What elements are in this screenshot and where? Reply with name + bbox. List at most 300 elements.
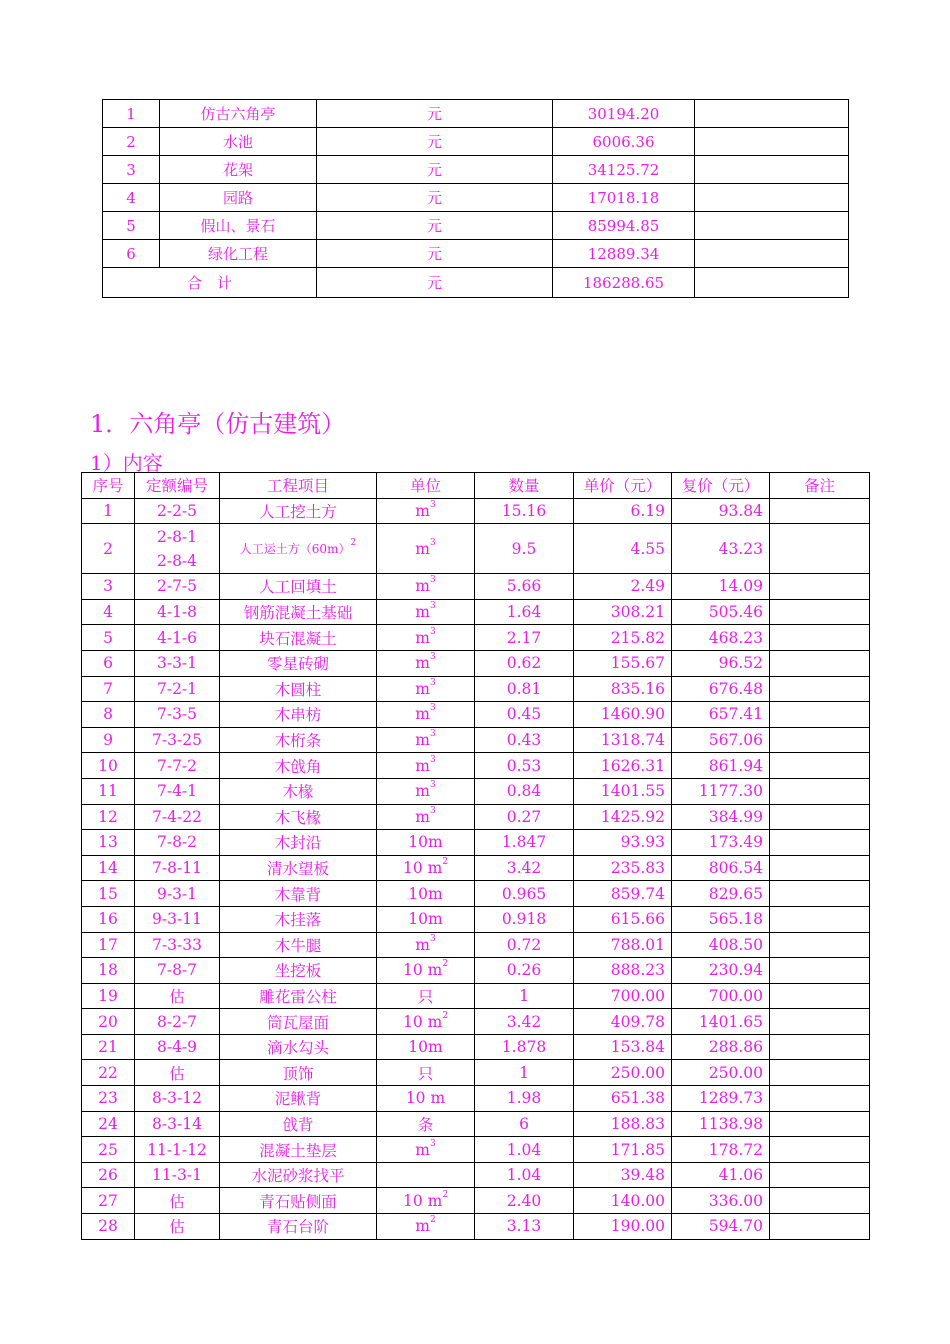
row-code: 估 [135,1060,220,1086]
summary-cell-unit: 元 [317,100,553,128]
row-total: 336.00 [672,1188,770,1214]
row-item: 滴水勾头 [220,1034,377,1060]
row-unit [377,1009,475,1035]
row-price: 1425.92 [574,804,672,830]
row-code: 4-1-6 [135,625,220,651]
row-price: 651.38 [574,1086,672,1112]
row-unit-text: 10m [408,833,443,852]
row-unit [377,1086,475,1112]
row-note [770,676,870,702]
summary-cell-note [695,156,849,184]
row-code: 4-1-8 [135,599,220,625]
row-no: 14 [82,855,135,881]
row-unit [377,753,475,779]
row-item: 泥鳅背 [220,1086,377,1112]
row-unit-text: m [415,679,430,698]
row-code-line: 2-8-4 [156,551,198,570]
row-unit-sup: 3 [429,626,436,637]
row-no: 22 [82,1060,135,1086]
summary-cell-unit: 元 [317,240,553,268]
row-total: 96.52 [672,650,770,676]
row-total: 43.23 [672,524,770,574]
row-total: 1138.98 [672,1111,770,1137]
table-row [82,855,870,881]
table-row [82,524,870,574]
row-unit-text: m [415,756,430,775]
table-row [82,1162,870,1188]
row-total: 829.65 [672,881,770,907]
row-item: 钢筋混凝土基础 [220,599,377,625]
row-total: 565.18 [672,906,770,932]
row-total: 1289.73 [672,1086,770,1112]
summary-cell-note [695,240,849,268]
row-note [770,524,870,574]
row-price: 171.85 [574,1137,672,1163]
row-item: 坐挖板 [220,958,377,984]
row-unit-sup: 2 [442,959,449,970]
row-code: 估 [135,1214,220,1240]
row-code: 3-3-1 [135,650,220,676]
row-price: 235.83 [574,855,672,881]
row-item: 雕花雷公柱 [220,983,377,1009]
detail-header-row [82,473,870,499]
table-row [82,727,870,753]
row-qty: 0.43 [475,727,574,753]
table-row [82,650,870,676]
row-total: 250.00 [672,1060,770,1086]
row-code: 9-3-11 [135,906,220,932]
row-unit-text: 条 [417,1115,434,1134]
row-code: 9-3-1 [135,881,220,907]
summary-cell-no: 3 [103,156,160,184]
row-note [770,778,870,804]
row-price: 1401.55 [574,778,672,804]
row-unit-sup: 3 [429,537,436,548]
row-note [770,983,870,1009]
row-code: 7-4-1 [135,778,220,804]
summary-cell-amount: 17018.18 [553,184,695,212]
row-no: 9 [82,727,135,753]
row-qty: 1.878 [475,1034,574,1060]
row-note [770,1162,870,1188]
row-code: 7-7-2 [135,753,220,779]
row-note [770,650,870,676]
row-total: 468.23 [672,625,770,651]
table-row [82,1188,870,1214]
row-no: 24 [82,1111,135,1137]
row-unit-sup: 3 [429,601,436,612]
row-total: 1401.65 [672,1009,770,1035]
row-no: 13 [82,830,135,856]
summary-cell-note [695,100,849,128]
row-note [770,906,870,932]
row-total: 230.94 [672,958,770,984]
summary-cell-item: 花架 [160,156,317,184]
row-unit-sup: 3 [429,780,436,791]
table-row [82,574,870,600]
summary-cell-item: 绿化工程 [160,240,317,268]
row-unit [377,524,475,574]
row-unit-text: m [415,628,430,647]
row-qty: 3.42 [475,1009,574,1035]
row-qty: 15.16 [475,498,574,524]
row-unit-text: m [415,1217,430,1236]
row-note [770,1034,870,1060]
row-price: 215.82 [574,625,672,651]
row-unit-text: m [415,807,430,826]
table-row [82,702,870,728]
row-total: 505.46 [672,599,770,625]
row-code: 7-8-11 [135,855,220,881]
section-title: 1．六角亭（仿古建筑） [90,410,346,438]
row-note [770,881,870,907]
row-price: 93.93 [574,830,672,856]
table-row [82,804,870,830]
row-note [770,574,870,600]
detail-header-cell: 备注 [770,473,870,499]
row-note [770,1137,870,1163]
detail-header-cell: 单位 [377,473,475,499]
detail-header-cell: 序号 [82,473,135,499]
summary-row [103,128,849,156]
row-code: 8-3-12 [135,1086,220,1112]
row-price: 250.00 [574,1060,672,1086]
row-price: 409.78 [574,1009,672,1035]
summary-total-label: 合 计 [103,268,317,298]
row-note [770,1111,870,1137]
row-qty: 1.847 [475,830,574,856]
row-unit-text: m [415,577,430,596]
row-unit-text: 10m [408,1038,443,1057]
row-qty: 0.72 [475,932,574,958]
row-qty: 1 [475,1060,574,1086]
row-no: 6 [82,650,135,676]
row-unit [377,498,475,524]
row-note [770,702,870,728]
summary-cell-item: 假山、景石 [160,212,317,240]
row-qty: 3.42 [475,855,574,881]
row-note [770,625,870,651]
row-total: 93.84 [672,498,770,524]
row-price: 859.74 [574,881,672,907]
row-no: 15 [82,881,135,907]
row-item: 人工挖土方 [220,498,377,524]
row-price: 700.00 [574,983,672,1009]
row-qty: 2.40 [475,1188,574,1214]
row-price: 788.01 [574,932,672,958]
row-code: 7-8-7 [135,958,220,984]
row-total: 1177.30 [672,778,770,804]
row-code: 7-2-1 [135,676,220,702]
row-unit-text: m [415,654,430,673]
row-qty: 0.27 [475,804,574,830]
row-no: 2 [82,524,135,574]
row-item: 水泥砂浆找平 [220,1162,377,1188]
row-unit [377,702,475,728]
row-unit-text: 10 m [405,1089,446,1108]
row-qty: 0.53 [475,753,574,779]
row-unit-text: m [415,1140,430,1159]
table-row [82,1060,870,1086]
row-unit-sup: 3 [429,933,436,944]
row-item: 木封沿 [220,830,377,856]
row-qty: 0.918 [475,906,574,932]
row-no: 5 [82,625,135,651]
row-code: 估 [135,1188,220,1214]
row-item: 人工回填土 [220,574,377,600]
row-unit [377,958,475,984]
summary-cell-no: 5 [103,212,160,240]
row-unit [377,1034,475,1060]
row-unit-text: 10 m [402,1191,443,1210]
row-qty: 2.17 [475,625,574,651]
row-unit-sup: 3 [429,652,436,663]
row-no: 21 [82,1034,135,1060]
row-unit-text: m [415,539,430,558]
row-total: 700.00 [672,983,770,1009]
table-row [82,906,870,932]
row-unit-text: 只 [417,1064,434,1083]
row-unit-sup: 2 [442,1010,449,1021]
table-row [82,625,870,651]
row-no: 27 [82,1188,135,1214]
row-qty: 1 [475,983,574,1009]
summary-table [102,99,849,298]
summary-body [103,100,849,298]
row-unit-sup: 3 [429,729,436,740]
row-note [770,1188,870,1214]
row-code: 11-1-12 [135,1137,220,1163]
table-row [82,599,870,625]
row-code: 2-2-5 [135,498,220,524]
summary-total-amount: 186288.65 [553,268,695,298]
summary-cell-unit: 元 [317,184,553,212]
row-unit [377,1060,475,1086]
row-no: 1 [82,498,135,524]
row-unit-text: m [415,603,430,622]
row-item: 木靠背 [220,881,377,907]
row-unit-text: 10 m [402,961,443,980]
row-note [770,830,870,856]
summary-cell-amount: 85994.85 [553,212,695,240]
row-no: 25 [82,1137,135,1163]
row-unit [377,1111,475,1137]
row-item: 木串枋 [220,702,377,728]
summary-row [103,212,849,240]
row-unit-text: m [415,731,430,750]
summary-total-row [103,268,849,298]
row-total: 288.86 [672,1034,770,1060]
row-code: 7-3-33 [135,932,220,958]
row-item: 木桁条 [220,727,377,753]
row-no: 20 [82,1009,135,1035]
row-item [220,524,377,574]
row-qty: 1.64 [475,599,574,625]
row-qty: 0.84 [475,778,574,804]
row-note [770,599,870,625]
row-item: 木椽 [220,778,377,804]
summary-total-note [695,268,849,298]
summary-cell-note [695,184,849,212]
summary-row [103,100,849,128]
detail-body [82,498,870,1239]
row-note [770,855,870,881]
row-price: 153.84 [574,1034,672,1060]
table-row [82,830,870,856]
summary-cell-no: 1 [103,100,160,128]
row-item: 木圆柱 [220,676,377,702]
row-code: 8-3-14 [135,1111,220,1137]
table-row [82,1137,870,1163]
row-price: 308.21 [574,599,672,625]
row-unit-text: 10 m [402,1012,443,1031]
row-price: 6.19 [574,498,672,524]
table-row [82,881,870,907]
row-unit-text: 10m [408,910,443,929]
table-row [82,1214,870,1240]
row-item: 木挂落 [220,906,377,932]
row-note [770,1086,870,1112]
summary-total-unit: 元 [317,268,553,298]
row-code: 11-3-1 [135,1162,220,1188]
row-unit [377,906,475,932]
row-item: 块石混凝土 [220,625,377,651]
summary-cell-item: 水池 [160,128,317,156]
row-note [770,727,870,753]
row-price: 190.00 [574,1214,672,1240]
row-no: 7 [82,676,135,702]
detail-header-cell: 数量 [475,473,574,499]
summary-row [103,184,849,212]
row-note [770,932,870,958]
row-qty: 3.13 [475,1214,574,1240]
row-item: 木牛腿 [220,932,377,958]
row-qty: 1.98 [475,1086,574,1112]
row-qty: 6 [475,1111,574,1137]
table-row [82,1034,870,1060]
row-note [770,498,870,524]
row-price: 39.48 [574,1162,672,1188]
row-note [770,753,870,779]
row-no: 26 [82,1162,135,1188]
table-row [82,753,870,779]
row-note [770,958,870,984]
row-price: 615.66 [574,906,672,932]
row-no: 17 [82,932,135,958]
row-total: 178.72 [672,1137,770,1163]
summary-cell-amount: 30194.20 [553,100,695,128]
row-price: 155.67 [574,650,672,676]
row-item-sup: 2 [350,538,357,549]
summary-cell-unit: 元 [317,156,553,184]
row-item: 混凝土垫层 [220,1137,377,1163]
row-no: 16 [82,906,135,932]
row-qty: 0.45 [475,702,574,728]
row-item: 木飞椽 [220,804,377,830]
row-unit-text: m [415,782,430,801]
summary-cell-note [695,128,849,156]
row-unit [377,676,475,702]
table-row [82,1086,870,1112]
summary-cell-amount: 12889.34 [553,240,695,268]
table-row [82,983,870,1009]
row-code: 7-3-25 [135,727,220,753]
row-total: 384.99 [672,804,770,830]
row-item: 木戗角 [220,753,377,779]
row-unit-sup: 3 [429,754,436,765]
detail-table [81,472,870,1240]
row-price: 4.55 [574,524,672,574]
row-unit [377,1214,475,1240]
row-no: 18 [82,958,135,984]
row-unit-text: 10 m [402,859,443,878]
row-unit-sup: 3 [429,677,436,688]
row-unit-text: m [415,501,430,520]
summary-cell-amount: 34125.72 [553,156,695,184]
detail-header-cell: 复价（元） [672,473,770,499]
summary-cell-item: 园路 [160,184,317,212]
row-item: 青石贴侧面 [220,1188,377,1214]
table-row [82,778,870,804]
row-unit [377,1188,475,1214]
row-total: 173.49 [672,830,770,856]
row-unit-text: 10m [408,884,443,903]
row-note [770,1214,870,1240]
row-price: 2.49 [574,574,672,600]
row-unit-text: m [415,935,430,954]
row-unit-sup: 3 [429,703,436,714]
row-item: 筒瓦屋面 [220,1009,377,1035]
row-unit [377,1137,475,1163]
row-total: 861.94 [672,753,770,779]
row-code [135,524,220,574]
summary-cell-amount: 6006.36 [553,128,695,156]
row-price: 1460.90 [574,702,672,728]
row-qty: 1.04 [475,1162,574,1188]
row-code: 7-4-22 [135,804,220,830]
row-unit [377,778,475,804]
row-unit [377,881,475,907]
row-code: 8-4-9 [135,1034,220,1060]
row-total: 806.54 [672,855,770,881]
row-unit [377,855,475,881]
row-total: 14.09 [672,574,770,600]
row-note [770,1060,870,1086]
summary-cell-no: 2 [103,128,160,156]
detail-header-cell: 定额编号 [135,473,220,499]
detail-header-cell: 工程项目 [220,473,377,499]
row-total: 41.06 [672,1162,770,1188]
row-unit [377,727,475,753]
row-no: 23 [82,1086,135,1112]
detail-header-cell: 单价（元） [574,473,672,499]
table-row [82,932,870,958]
row-unit-sup: 3 [429,805,436,816]
summary-cell-no: 6 [103,240,160,268]
row-qty: 0.965 [475,881,574,907]
summary-cell-item: 仿古六角亭 [160,100,317,128]
row-total: 567.06 [672,727,770,753]
row-item: 青石台阶 [220,1214,377,1240]
row-qty: 0.62 [475,650,574,676]
summary-cell-no: 4 [103,184,160,212]
table-row [82,498,870,524]
row-no: 8 [82,702,135,728]
table-row [82,1111,870,1137]
row-price: 1626.31 [574,753,672,779]
row-unit [377,599,475,625]
row-note [770,1009,870,1035]
